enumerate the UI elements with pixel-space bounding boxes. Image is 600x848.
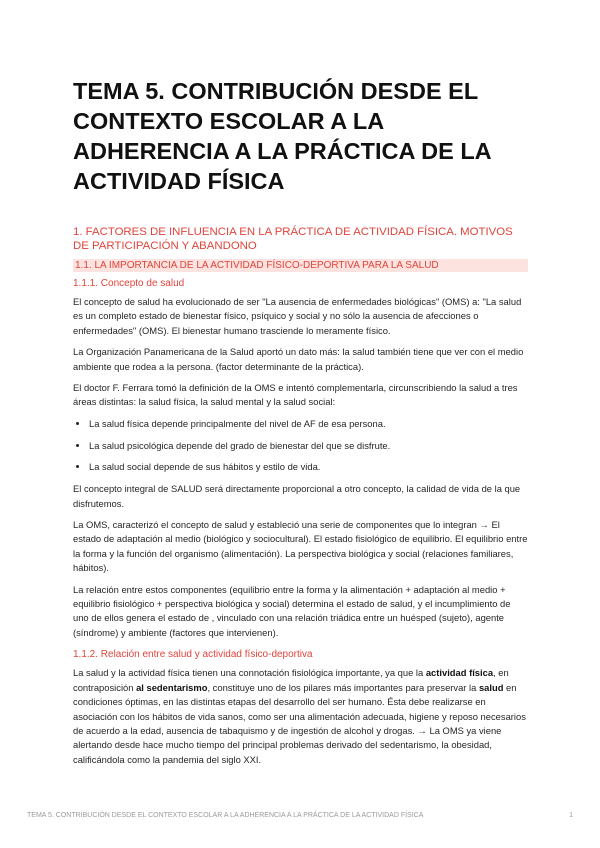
document-page bbox=[73, 76, 528, 774]
bold-text: actividad física bbox=[425, 667, 494, 679]
list-item: • La salud psicológica depende del grado de bienestar del que se disfrute. bbox=[89, 439, 528, 453]
document-title: TEMA 5. CONTRIBUCIÓN DESDE EL CONTEXTO ESCOLAR A LA ADHERENCIA A LA PRÁCTICA DE LA ACTIVIDAD FÍSICA bbox=[73, 78, 491, 194]
subsubsection-heading-relacion: 1.1.2. Relación entre salud y actividad físico-deportiva bbox=[73, 649, 313, 661]
footer-text: TEMA 5. CONTRIBUCIÓN DESDE EL CONTEXTO ESCOLAR A LA ADHERENCIA A LA PRÁCTICA DE LA ACTIVIDAD FÍSICA bbox=[27, 812, 424, 819]
list-item: • La salud social depende de sus hábitos y estilo de vida. bbox=[89, 460, 528, 474]
text-run: , en contraposición bbox=[73, 667, 509, 693]
bold-text: salud bbox=[478, 681, 504, 693]
paragraph-4: El concepto integral de SALUD será directamente proporcional a otro concepto, la calidad de vida de la que disfrutemos. bbox=[73, 483, 521, 509]
bullet-list bbox=[73, 417, 528, 475]
text-run: , constituye uno de los pilares más importantes para preservar la bbox=[207, 681, 479, 693]
text-run: en condiciones óptimas, en las distintas etapas del desarrollo del ser humano. Ésta debe realizarse en asociación con los hábitos de vida sanos, como ser una alimentación adecuada, higiene y reposo necesarios de acuerdo a la edad, ausencia de tabaquismo y de ingestión de alcohol y drogas. → La OMS ya viene alertando desde hace mucho tiempo del principal problemas derivado del sedentarismo, la obesidad, calificándola como la pandemia del siglo XXI. bbox=[73, 681, 526, 765]
paragraph-3: El doctor F. Ferrara tomó la definición de la OMS e intentó complementarla, circunscribiendo la salud a tres áreas distintas: la salud física, la salud mental y la salud social: bbox=[73, 382, 518, 408]
page-number: 1 bbox=[569, 812, 573, 819]
paragraph-7 bbox=[73, 666, 528, 767]
subsection-heading: 1.1. LA IMPORTANCIA DE LA ACTIVIDAD FÍSICO-DEPORTIVA PARA LA SALUD bbox=[73, 259, 528, 272]
subsubsection-heading-concepto: 1.1.1. Concepto de salud bbox=[73, 278, 185, 289]
section-heading: 1. FACTORES DE INFLUENCIA EN LA PRÁCTICA DE ACTIVIDAD FÍSICA. MOTIVOS DE PARTICIPACIÓN Y ABANDONO bbox=[73, 226, 513, 252]
text-run: La salud y la actividad física tienen una connotación fisiológica importante, ya que la bbox=[73, 667, 426, 679]
paragraph-5: La OMS, caracterizó el concepto de salud y estableció una serie de componentes que lo integran → El estado de adaptación al medio (biológico y sociocultural). El estado fisiológico de equilibrio. El equilibrio entre la forma y la función del organismo (alimentación). La perspectiva biológica y social (relaciones familiares, hábitos). bbox=[73, 519, 528, 574]
bold-text: al sedentarismo bbox=[136, 681, 208, 693]
page-footer bbox=[27, 812, 573, 819]
paragraph-2: La Organización Panamericana de la Salud aportó un dato más: la salud también tiene que ver con el medio ambiente que rodea a la persona. (factor determinante de la práctica). bbox=[73, 346, 524, 372]
paragraph-6: La relación entre estos componentes (equilibrio entre la forma y la alimentación + adaptación al medio + equilibrio fisiológico + perspectiva biológica y social) determina el estado de salud, y el incumplimiento de uno de ellos genera el estado de , vinculado con una relación triádica entre un huésped (sujeto), agente (síndrome) y ambiente (factores que intervienen). bbox=[73, 583, 511, 638]
list-item: • La salud física depende principalmente del nivel de AF de esa persona. bbox=[89, 417, 528, 431]
paragraph-1: El concepto de salud ha evolucionado de ser "La ausencia de enfermedades biológicas" (OMS) a: "La salud es un completo estado de bienestar físico, psíquico y social y no sólo la ausencia de afecciones o enfermedades" (OMS). El bienestar humano trasciende lo meramente físico. bbox=[73, 296, 522, 336]
